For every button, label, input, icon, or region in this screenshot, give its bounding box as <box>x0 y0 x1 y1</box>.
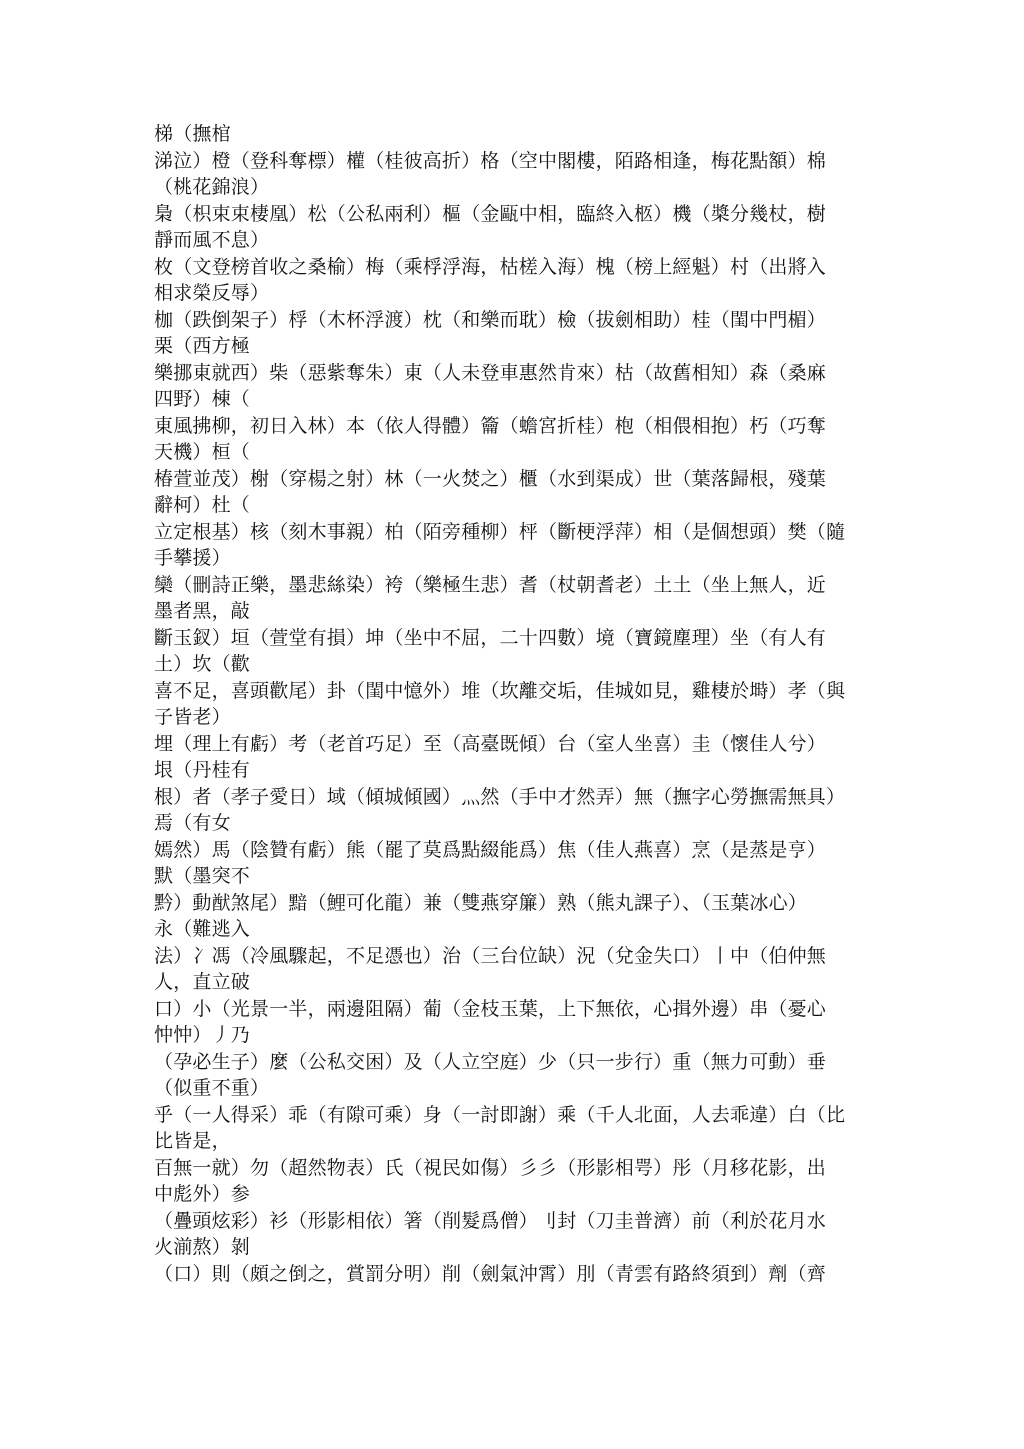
text-line: 焉（有女 <box>154 812 231 834</box>
text-line: 相求榮反辱） <box>154 282 270 304</box>
text-line: 四野）棟（ <box>154 388 251 410</box>
text-line: 靜而風不息） <box>154 229 270 251</box>
text-line: 梟（枳束束棲凰）松（公私兩利）樞（金甌中相，臨終入柩）機（槳分幾杖，樹 <box>154 202 827 225</box>
text-line: 比皆是， <box>154 1130 231 1152</box>
text-line: 東風拂柳，初日入林）本（依人得體）籥（蟾宮折桂）枹（相偎相抱）朽（巧奪 <box>154 414 827 437</box>
text-line: 中彪外）参 <box>154 1183 251 1205</box>
text-line: 忡忡）丿乃 <box>154 1024 251 1046</box>
text-line: 天機）桓（ <box>154 441 251 463</box>
text-line: 喜不足，喜頭歡尾）卦（閨中憶外）堆（坎離交垢，佳城如見，雞棲於塒）孝（與 <box>154 679 846 702</box>
text-line: 法）冫馮（冷風驟起，不足憑也）治（三台位缺）況（兌金失口）丨中（伯仲無 <box>154 944 827 967</box>
text-line: 口）小（光景一半，兩邊阻隔）葡（金枝玉葉，上下無依，心揖外邊）串（憂心 <box>154 997 827 1020</box>
text-line: 垠（丹桂有 <box>154 759 251 781</box>
text-line: 栗（西方極 <box>154 335 251 357</box>
text-line: 埋（理上有虧）考（老首巧足）至（高臺既傾）台（室人坐喜）圭（懷佳人兮） <box>154 732 827 755</box>
text-line: 子皆老） <box>154 706 231 728</box>
text-line: 樂挪東就西）柴（惡紫奪朱）東（人未登車惠然肯來）枯（故舊相知）森（桑麻 <box>154 361 827 384</box>
text-line: 人，直立破 <box>154 971 251 993</box>
text-line: 枚（文登榜首收之桑榆）梅（乘桴浮海，枯槎入海）槐（榜上經魁）村（出將入 <box>154 255 827 278</box>
text-line: （桃花錦浪） <box>154 176 270 198</box>
text-line: 涕泣）橙（登科奪標）權（桂彼高折）格（空中閣樓，陌路相逢，梅花點額）棉 <box>154 149 827 172</box>
text-line: （孕必生子）麼（公私交困）及（人立空庭）少（只一步行）重（無力可動）垂 <box>154 1050 827 1073</box>
text-line: 嫣然）馬（陰贊有虧）熊（罷了莫爲點綴能爲）焦（佳人燕喜）烹（是蒸是亨） <box>154 838 827 861</box>
text-line: 欒（刪詩正樂，墨悲絲染）袴（樂極生悲）耆（杖朝耆老）土土（坐上無人，近 <box>154 573 827 596</box>
text-line: 黔）動猷煞尾）黯（鯉可化龍）兼（雙燕穿簾）熟（熊丸課子）、（玉葉冰心） <box>154 891 808 914</box>
text-line: 永（難逃入 <box>154 918 251 940</box>
text-line: 辭柯）杜（ <box>154 494 251 516</box>
text-line: 墨者黑，敲 <box>154 600 251 622</box>
text-line: 枷（跌倒架子）桴（木杯浮渡）枕（和樂而耽）檢（拔劍相助）桂（閨中門楣） <box>154 308 827 331</box>
text-line: 百無一就）勿（超然物表）氏（視民如傷）彡彡（形影相咢）彤（月移花影，出 <box>154 1156 827 1179</box>
text-line: 默（墨突不 <box>154 865 251 887</box>
document-text-block <box>154 121 872 1287</box>
text-line: 斷玉釵）垣（萱堂有損）坤（坐中不屈，二十四數）境（寶鏡塵理）坐（有人有 <box>154 626 827 649</box>
text-line: 土）坎（歡 <box>154 653 251 675</box>
text-line: （似重不重） <box>154 1077 270 1099</box>
text-line: 火湔熬）剝 <box>154 1236 251 1258</box>
text-line: 椿萱並茂）榭（穿楊之射）林（一火焚之）櫃（水到渠成）世（葉落歸根，殘葉 <box>154 467 827 490</box>
text-line: 乎（一人得采）乖（有隙可乘）身（一討即謝）乘（千人北面，人去乖違）白（比 <box>154 1103 846 1126</box>
text-line: 手攀援） <box>154 547 231 569</box>
text-line: 根）者（孝子愛日）域（傾城傾國）灬然（手中才然弄）無（撫字心勞撫需無具） <box>154 785 846 808</box>
text-line: （疊頭炫彩）衫（形影相依）箸（削髮爲僧）刂封（刀圭普濟）前（利於花月水 <box>154 1209 827 1232</box>
text-line: 立定根基）核（刻木事親）柏（陌旁種柳）枰（斷梗浮萍）相（是個想頭）樊（隨 <box>154 520 846 543</box>
text-line: （口）則（頗之倒之，賞罰分明）削（劍氣沖霄）刖（青雲有路終須到）劑（齊 <box>154 1262 827 1285</box>
text-line: 梯（撫棺 <box>154 123 231 145</box>
